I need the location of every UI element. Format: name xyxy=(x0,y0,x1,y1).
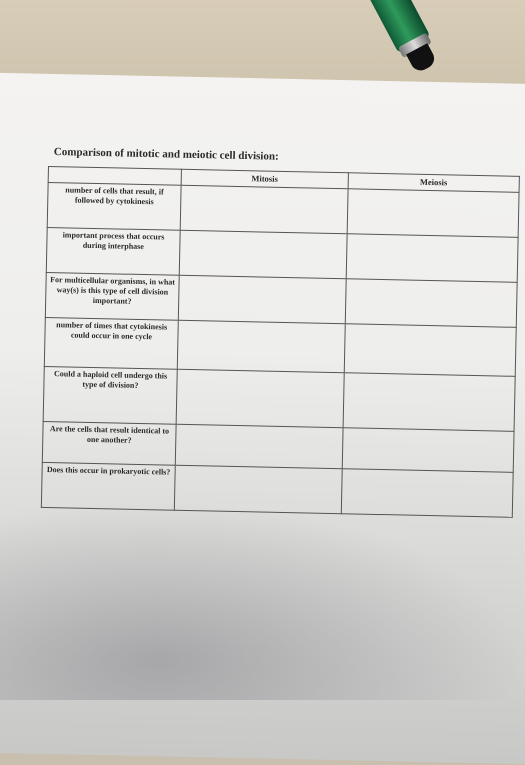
header-mitosis: Mitosis xyxy=(181,169,348,188)
table-row xyxy=(41,462,513,517)
mitosis-answer-cell[interactable] xyxy=(174,465,342,513)
row-question: For multicellular organisms, in what way(s) is this type of cell division important? xyxy=(45,272,179,320)
mitosis-answer-cell[interactable] xyxy=(180,185,348,233)
mitosis-answer-cell[interactable] xyxy=(177,320,345,372)
worksheet-heading: Comparison of mitotic and meiotic cell division: xyxy=(53,146,279,163)
mitosis-answer-cell[interactable] xyxy=(178,275,346,323)
row-question: Does this occur in prokaryotic cells? xyxy=(41,462,175,510)
meiosis-answer-cell[interactable] xyxy=(341,468,513,517)
header-meiosis: Meiosis xyxy=(348,173,520,192)
row-question: important process that occurs during interphase xyxy=(46,227,180,275)
meiosis-answer-cell[interactable] xyxy=(342,427,514,472)
meiosis-answer-cell[interactable] xyxy=(345,278,517,327)
table-row xyxy=(43,366,515,431)
meiosis-answer-cell[interactable] xyxy=(344,323,516,376)
row-question: Could a haploid cell undergo this type of division? xyxy=(43,366,177,424)
meiosis-answer-cell[interactable] xyxy=(343,372,515,431)
mitosis-answer-cell[interactable] xyxy=(176,369,344,427)
row-question: number of cells that result, if followed by cytokinesis xyxy=(47,182,181,230)
comparison-table xyxy=(41,166,520,517)
row-question: number of times that cytokinesis could occur in one cycle xyxy=(44,317,178,369)
meiosis-answer-cell[interactable] xyxy=(347,188,519,237)
meiosis-answer-cell[interactable] xyxy=(346,233,518,282)
mitosis-answer-cell[interactable] xyxy=(175,424,342,468)
row-question: Are the cells that result identical to one another? xyxy=(42,421,176,465)
mitosis-answer-cell[interactable] xyxy=(179,230,347,278)
